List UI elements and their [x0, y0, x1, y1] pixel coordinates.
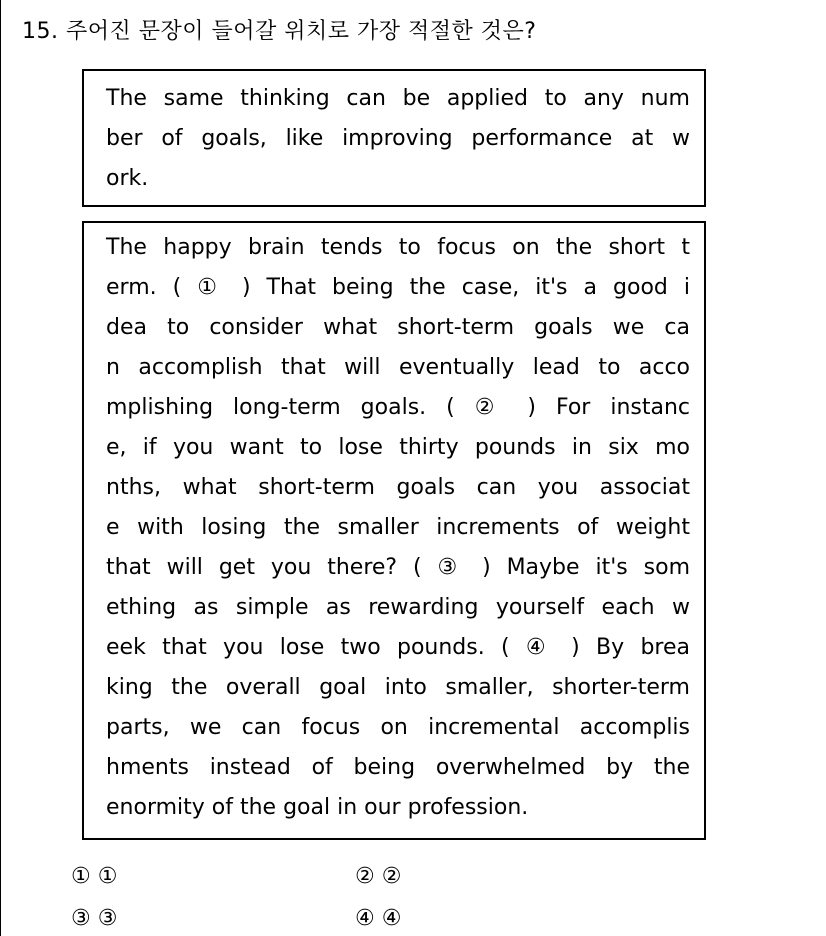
given-sentence-box — [82, 69, 706, 207]
given-line: ber of goals, like improving performance at w — [106, 126, 690, 151]
choice-4[interactable]: ④ ④ — [355, 906, 402, 931]
passage-line: dea to consider what short-term goals we ca — [106, 315, 690, 340]
passage-line: mplishing long-term goals. ( ② ) For instanc — [106, 395, 690, 420]
passage-line: erm. ( ① ) That being the case, it's a good i — [106, 275, 690, 300]
passage-line: ething as simple as rewarding yourself each w — [106, 595, 690, 620]
given-line: ork. — [106, 166, 149, 191]
passage-line: e, if you want to lose thirty pounds in six mo — [106, 435, 690, 460]
passage-line: eek that you lose two pounds. ( ④ ) By brea — [106, 635, 690, 660]
passage-line: The happy brain tends to focus on the short t — [106, 235, 690, 260]
passage-line: enormity of the goal in our profession. — [106, 795, 529, 820]
passage-line: that will get you there? ( ③ ) Maybe it's som — [106, 555, 690, 580]
passage-box — [82, 221, 706, 840]
given-line: The same thinking can be applied to any num — [106, 86, 690, 111]
passage-line: nths, what short-term goals can you associat — [106, 475, 690, 500]
question-title: 15. 주어진 문장이 들어갈 위치로 가장 적절한 것은? — [22, 19, 537, 44]
passage-line: parts, we can focus on incremental accomplis — [106, 715, 690, 740]
passage-line: n accomplish that will eventually lead to acco — [106, 355, 690, 380]
passage-line: hments instead of being overwhelmed by the — [106, 755, 690, 780]
choice-3[interactable]: ③ ③ — [71, 906, 118, 931]
choice-1[interactable]: ① ① — [71, 864, 118, 889]
choice-2[interactable]: ② ② — [355, 864, 402, 889]
passage-line: king the overall goal into smaller, shorter-term — [106, 675, 690, 700]
passage-line: e with losing the smaller increments of weight — [106, 515, 690, 540]
